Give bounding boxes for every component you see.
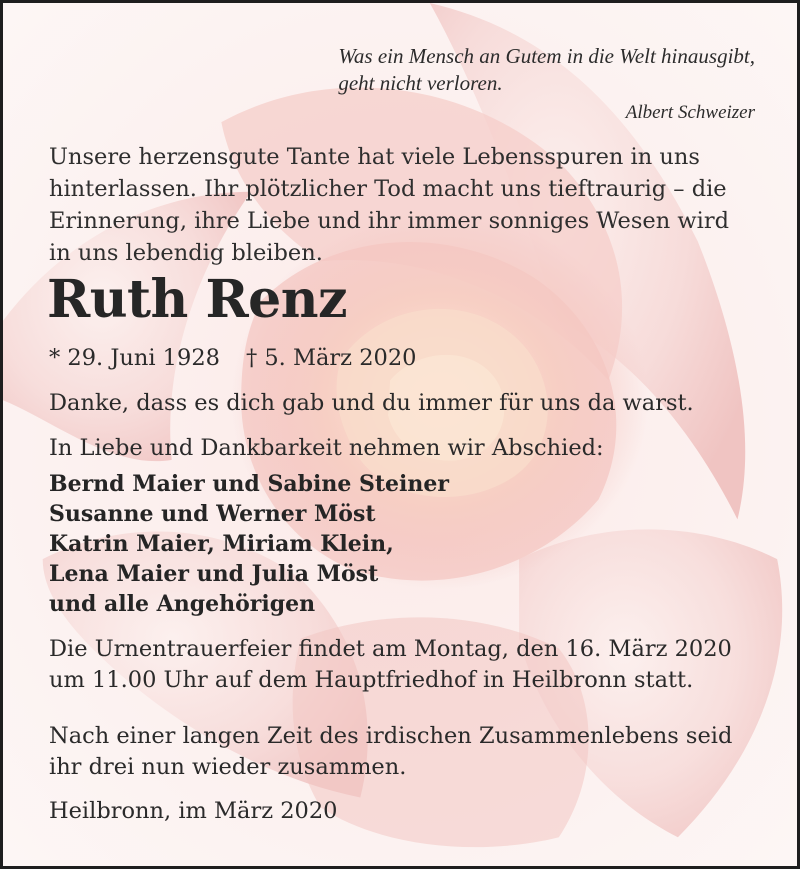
ceremony-line: Die Urnentrauerfeier findet am Montag, den 16. März 2020 [49,636,732,662]
mourner-entry: Bernd Maier und Sabine Steiner [49,471,449,497]
death-date: † 5. März 2020 [245,345,417,371]
intro-line: Unsere herzensgute Tante hat viele Lebensspuren in uns [49,144,700,170]
closing-line: Nach einer langen Zeit des irdischen Zusammenlebens seid [49,723,733,749]
intro-line: in uns lebendig bleiben. [49,240,323,266]
quote-author: Albert Schweizer [625,102,755,123]
place-date: Heilbronn, im März 2020 [49,798,338,824]
closing-line: ihr drei nun wieder zusammen. [49,754,407,780]
ceremony-info [49,634,769,696]
quote-line: geht nicht verloren. [338,71,503,95]
life-dates [49,343,416,373]
farewell-intro: In Liebe und Dankbarkeit nehmen wir Abschied: [49,435,604,461]
epigraph-quote [338,43,755,126]
mourner-entry: Lena Maier und Julia Möst [49,561,379,587]
mourner-entry: und alle Angehörigen [49,591,316,617]
quote-text [338,43,755,97]
intro-line: Erinnerung, ihre Liebe und ihr immer sonniges Wesen wird [49,208,729,234]
quote-line: Was ein Mensch an Gutem in die Welt hinausgibt, [338,44,755,68]
birth-date: * 29. Juni 1928 [49,345,220,371]
intro-paragraph [49,141,769,269]
mourner-entry: Katrin Maier, Miriam Klein, [49,531,394,557]
mourners-list [49,469,449,619]
mourner-entry: Susanne und Werner Möst [49,501,376,527]
closing-paragraph [49,721,769,783]
thanks-line: Danke, dass es dich gab und du immer für uns da warst. [49,390,694,416]
ceremony-line: um 11.00 Uhr auf dem Hauptfriedhof in Heilbronn statt. [49,667,694,693]
deceased-name: Ruth Renz [47,269,348,330]
intro-line: hinterlassen. Ihr plötzlicher Tod macht uns tieftraurig – die [49,176,727,202]
notice-content [3,3,797,866]
